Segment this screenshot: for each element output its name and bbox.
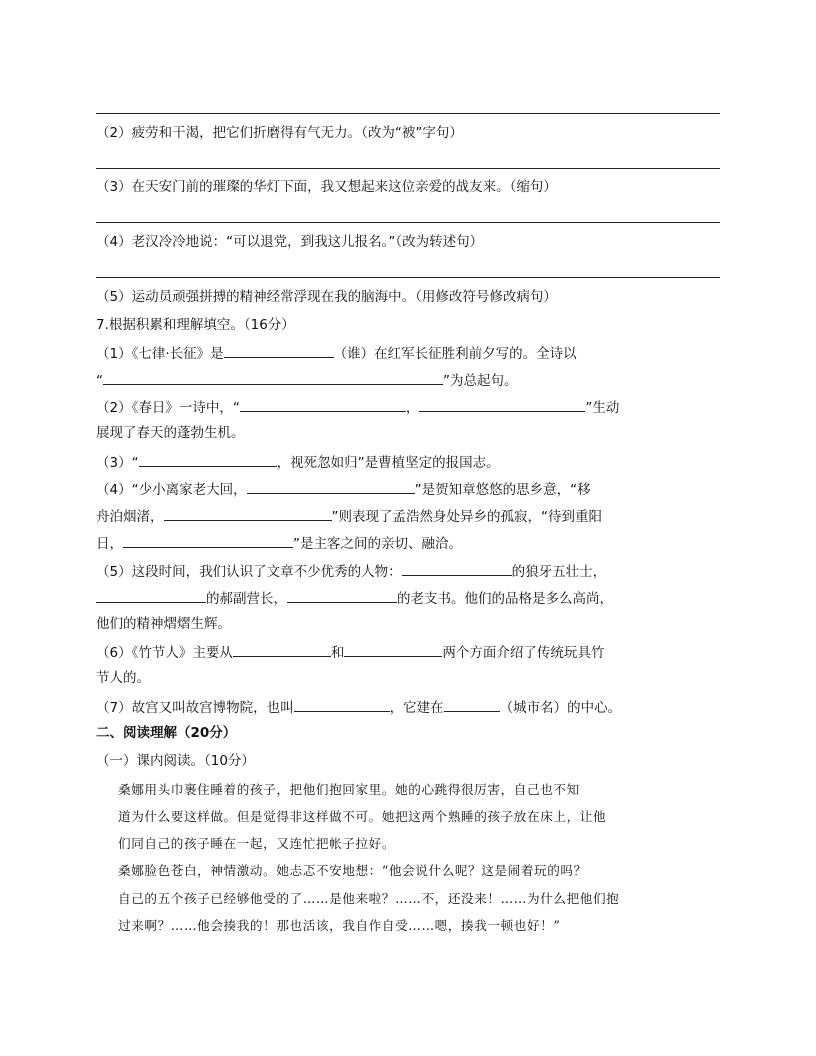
- fill-blank[interactable]: [139, 452, 277, 467]
- fill-blank[interactable]: [344, 642, 442, 657]
- text-segment: （6）《竹节人》主要从: [96, 645, 233, 661]
- fill-blank[interactable]: [240, 397, 406, 412]
- text-segment: 的郝副营长，: [206, 591, 287, 607]
- text-segment: （城市名）的中心。: [499, 700, 622, 716]
- question-7-1: [96, 343, 577, 363]
- question-6-5: （5）运动员顽强拼搏的精神经常浮现在我的脑海中。（用修改符号修改病句）: [96, 289, 557, 305]
- question-7-2-cont: 展现了春天的蓬勃生机。: [96, 425, 245, 441]
- question-6-3: （3）在天安门前的璀璨的华灯下面，我又想起来这位亲爱的战友来。（缩句）: [96, 179, 557, 195]
- question-7-4: [96, 479, 591, 499]
- text-segment: 和: [330, 645, 345, 661]
- passage-line: 道为什么要这样做。但是觉得非这样做不可。她把这两个熟睡的孩子放在床上，让他: [118, 809, 607, 824]
- fill-blank[interactable]: [294, 697, 390, 712]
- fill-blank[interactable]: [444, 697, 500, 712]
- question-7-5-cont2: 他们的精神熠熠生辉。: [96, 616, 231, 632]
- fill-blank[interactable]: [233, 642, 331, 657]
- fill-blank[interactable]: [103, 370, 443, 385]
- text-segment: ”为总起句。: [443, 373, 518, 389]
- text-segment: （2）《春日》一诗中，“: [96, 400, 240, 416]
- text-segment: ”是贺知章悠悠的思乡意，“移: [414, 482, 591, 498]
- text-segment: （3）“: [96, 455, 139, 471]
- section-heading: 二、阅读理解（20分）: [96, 725, 237, 741]
- question-7-7: [96, 697, 621, 717]
- text-segment: （4）“少小离家老大回，: [96, 482, 247, 498]
- passage-line: 们同自己的孩子睡在一起，又连忙把帐子拉好。: [118, 836, 396, 851]
- answer-line[interactable]: [96, 222, 720, 223]
- question-7-6-cont: 节人的。: [96, 670, 150, 686]
- fill-blank[interactable]: [123, 533, 293, 548]
- fill-blank[interactable]: [224, 343, 334, 358]
- answer-line[interactable]: [96, 113, 720, 114]
- fill-blank[interactable]: [402, 561, 512, 576]
- passage-line: 自己的五个孩子已经够他受的了……是他来啦？……不，还没来！……为什么把他们抱: [118, 891, 620, 906]
- text-segment: “: [96, 373, 103, 389]
- answer-line[interactable]: [96, 168, 720, 169]
- text-segment: ”是主客之间的亲切、融洽。: [293, 536, 462, 552]
- text-segment: （谁）在红军长征胜利前夕写的。全诗以: [333, 346, 577, 362]
- text-segment: 的老支书。他们的品格是多么高尚，: [397, 591, 613, 607]
- text-segment: （5）这段时间，我们认识了文章不少优秀的人物：: [96, 564, 402, 580]
- fill-blank[interactable]: [287, 588, 397, 603]
- passage-line: 桑娜用头巾裹住睡着的孩子，把他们抱回家里。她的心跳得很厉害，自己也不知: [118, 782, 580, 797]
- question-7-2: [96, 397, 619, 417]
- text-segment: ”则表现了孟浩然身处异乡的孤寂，“待到重阳: [331, 509, 602, 525]
- text-segment: 舟泊烟渚，: [96, 509, 164, 525]
- fill-blank[interactable]: [419, 397, 585, 412]
- text-segment: ，: [405, 400, 420, 416]
- question-7-6: [96, 642, 604, 662]
- passage-line: 过来啊？……他会揍我的！那也活该，我自作自受……嗯，揍我一顿也好！”: [118, 918, 561, 933]
- text-segment: 的狼牙五壮士，: [511, 564, 607, 580]
- question-6-2: （2）疲劳和干渴，把它们折磨得有气无力。（改为“被”字句）: [96, 125, 463, 141]
- question-7-title: 7.根据积累和理解填空。（16分）: [96, 317, 295, 333]
- question-7-1-cont: [96, 370, 518, 390]
- text-segment: （1）《七律·长征》是: [96, 346, 224, 362]
- subsection-heading: （一）课内阅读。（10分）: [96, 753, 255, 769]
- text-segment: ，它建在: [389, 700, 444, 716]
- question-7-5-cont: [96, 588, 613, 608]
- fill-blank[interactable]: [247, 479, 415, 494]
- question-7-5: [96, 561, 606, 581]
- text-segment: 两个方面介绍了传统玩具竹: [442, 645, 605, 661]
- text-segment: ”生动: [585, 400, 620, 416]
- answer-line[interactable]: [96, 277, 720, 278]
- question-7-3: [96, 452, 500, 472]
- passage-line: 桑娜脸色苍白，神情激动。她忐忑不安地想：“他会说什么呢？这是闹着玩的吗？: [118, 863, 587, 878]
- question-7-4-cont2: [96, 533, 462, 553]
- text-segment: 日，: [96, 536, 123, 552]
- text-segment: ，视死忽如归”是曹植坚定的报国志。: [276, 455, 500, 471]
- question-7-4-cont: [96, 506, 602, 526]
- text-segment: （7）故宫又叫故宫博物院，也叫: [96, 700, 294, 716]
- question-6-4: （4）老汉冷冷地说：“可以退党，到我这儿报名。”（改为转述句）: [96, 234, 484, 250]
- fill-blank[interactable]: [96, 588, 206, 603]
- fill-blank[interactable]: [164, 506, 332, 521]
